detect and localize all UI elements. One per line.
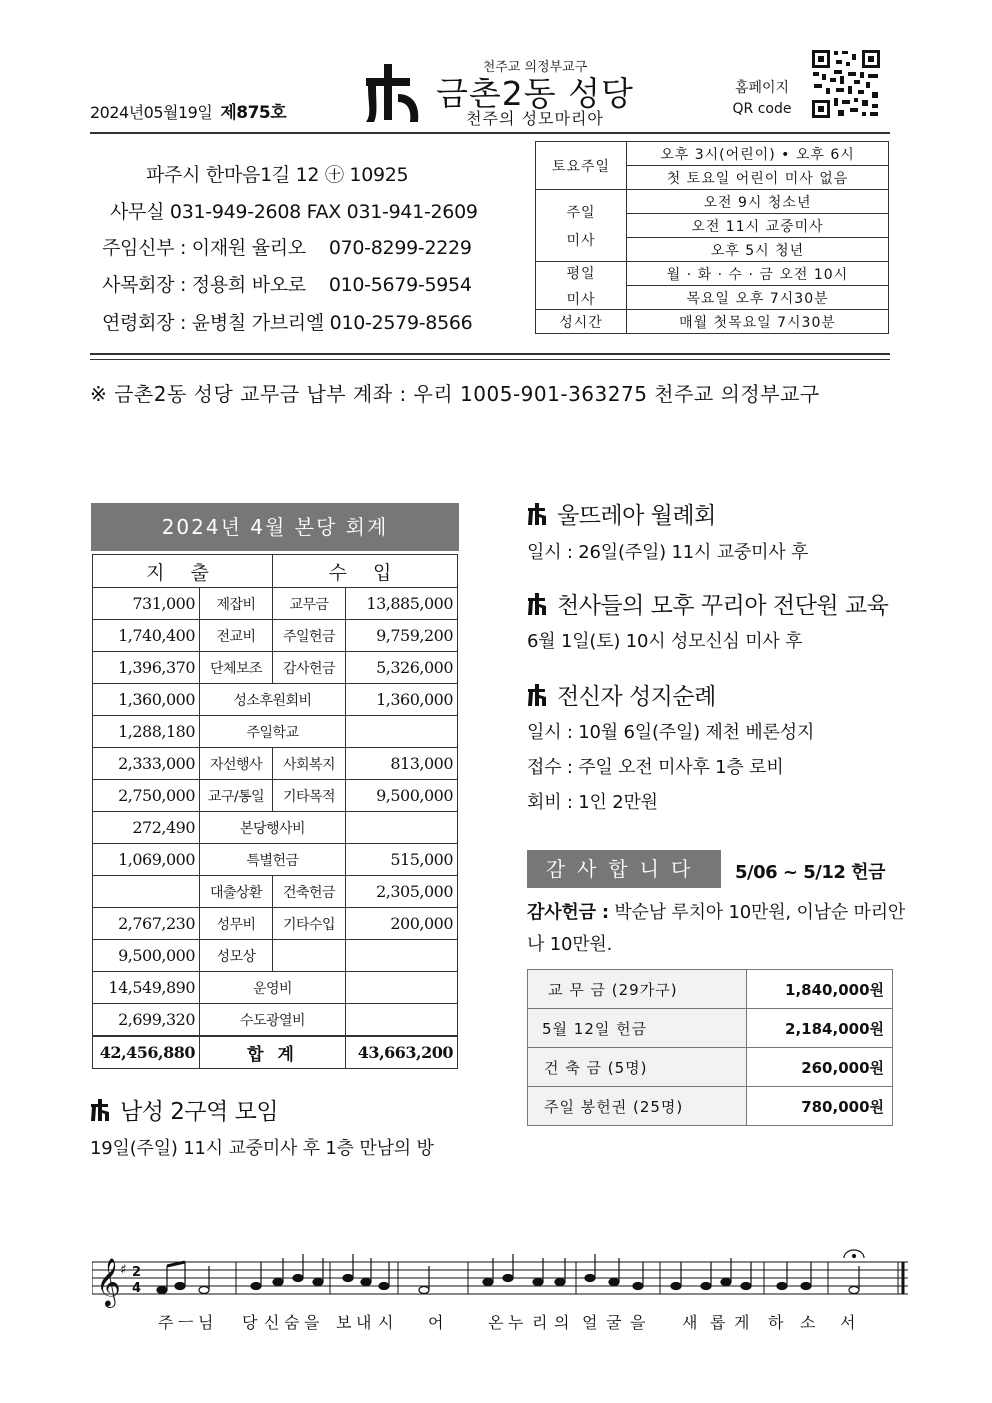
expense-item: 성모상 (200, 940, 273, 972)
patron-name: 천주의 성모마리아 (466, 109, 604, 128)
expense-amount: 1,396,370 (93, 652, 200, 684)
accounting-table (92, 554, 458, 1069)
lyric-syllable: 신 (264, 1313, 282, 1332)
income-amount: 515,000 (346, 844, 458, 876)
income-amount (346, 716, 458, 748)
offering-amount: 780,000원 (747, 1087, 893, 1126)
expense-amount: 1,360,000 (93, 684, 200, 716)
men-meeting-text: 19일(주일) 11시 교중미사 후 1층 만남의 방 (90, 1138, 434, 1159)
expense-amount: 2,750,000 (93, 780, 200, 812)
expense-item: 자선행사 (200, 748, 273, 780)
expense-item: 성소후원회비 (200, 684, 346, 716)
table-row (93, 620, 458, 652)
lyric-syllable: 당 (242, 1313, 260, 1332)
hymn-notes (157, 1250, 864, 1294)
sharp-icon: ♯ (120, 1262, 127, 1278)
income-amount: 2,305,000 (346, 876, 458, 908)
lyric-syllable: 보 (336, 1313, 354, 1332)
offering-amount: 1,840,000원 (747, 970, 893, 1009)
time-signature-bottom: 4 (132, 1281, 142, 1296)
table-row (93, 780, 458, 812)
income-item: 감사헌금 (273, 652, 346, 684)
lyric-syllable: 새 (682, 1313, 700, 1332)
ultreya-title: 울뜨레아 월례회 (557, 503, 716, 529)
income-item: 건축헌금 (273, 876, 346, 908)
expense-item: 제잡비 (200, 588, 273, 620)
lyric-syllable: 얼 (582, 1313, 600, 1332)
offering-label: 주일 봉헌권 (25명) (528, 1087, 747, 1126)
offering-label: 교 무 금 (29가구) (528, 970, 747, 1009)
table-row (93, 812, 458, 844)
time-signature-top: 2 (132, 1265, 142, 1280)
income-amount: 9,500,000 (346, 780, 458, 812)
total-row (93, 1036, 458, 1069)
lyric-syllable: 하 (768, 1313, 786, 1332)
hymn-music-staff (92, 1248, 908, 1316)
total-label: 합 계 (200, 1036, 346, 1069)
qr-code-icon[interactable] (810, 48, 882, 120)
issue-number: 제875호 (220, 103, 287, 123)
expense-item: 수도광열비 (200, 1004, 346, 1037)
table-row (93, 940, 458, 972)
table-row (93, 972, 458, 1004)
expense-amount: 9,500,000 (93, 940, 200, 972)
weekday-label-2: 미사 (566, 291, 596, 308)
thanks-label: 감사합니다 (527, 850, 721, 888)
diocese-name: 천주교 의정부교구 (482, 60, 588, 75)
lyric-syllable: 내 (356, 1313, 374, 1332)
income-item: 주일헌금 (273, 620, 346, 652)
weekday-label-1: 평일 (566, 265, 596, 282)
sunday-label-1: 주일 (566, 204, 596, 221)
expense-item: 성무비 (200, 908, 273, 940)
lyric-syllable: 을 (630, 1313, 648, 1332)
table-row (93, 876, 458, 908)
sunday-time-2: 오전 11시 교중미사 (627, 214, 889, 238)
holy-hour-label: 성시간 (536, 310, 627, 334)
income-amount: 1,360,000 (346, 684, 458, 716)
qr-label (722, 78, 802, 120)
table-row (93, 844, 458, 876)
total-expense: 42,456,880 (93, 1036, 200, 1069)
pilgrimage-heading (527, 678, 716, 711)
pastor-contact: 주임신부 : 이재원 율리오 070-8299-2229 (102, 237, 472, 259)
expense-item: 주일학교 (200, 716, 346, 748)
angels-heading (527, 587, 888, 620)
expense-item: 교구/통일 (200, 780, 273, 812)
saturday-time-2: 첫 토요일 어린이 미사 없음 (627, 166, 889, 190)
expense-amount: 731,000 (93, 588, 200, 620)
income-item (273, 940, 346, 972)
thanks-offerings-text (527, 897, 907, 961)
pilgrimage-fee: 회비 : 1인 2만원 (527, 792, 658, 813)
pastoral-president-contact: 사목회장 : 정용희 바오로 010-5679-5954 (102, 274, 472, 296)
sunday-time-1: 오전 9시 청소년 (627, 190, 889, 214)
contact-divider (90, 353, 890, 360)
income-header: 수 입 (273, 555, 458, 588)
thanks-period: 5/06 ~ 5/12 헌금 (735, 862, 885, 883)
table-row (93, 748, 458, 780)
lyric-syllable: ㅡ (178, 1313, 196, 1332)
income-amount: 200,000 (346, 908, 458, 940)
expense-amount: 1,740,400 (93, 620, 200, 652)
expense-amount: 272,490 (93, 812, 200, 844)
expense-item: 운영비 (200, 972, 346, 1004)
lyric-syllable: 숨 (284, 1313, 302, 1332)
income-amount (346, 1004, 458, 1037)
income-item: 교무금 (273, 588, 346, 620)
mass-schedule-table (535, 141, 889, 334)
income-item: 사회복지 (273, 748, 346, 780)
weekday-time-1: 월 · 화 · 수 · 금 오전 10시 (627, 262, 889, 286)
qr-label-code: QR code (732, 101, 792, 117)
lyric-syllable: 시 (378, 1313, 396, 1332)
table-row (528, 970, 893, 1009)
address: 파주시 한마음1길 12 ㊉ 10925 (146, 164, 409, 186)
lyric-syllable: 굴 (606, 1313, 624, 1332)
thanks-text-label: 감사헌금 : (527, 902, 609, 923)
lyric-syllable: 의 (554, 1313, 572, 1332)
expense-item: 본당행사비 (200, 812, 346, 844)
income-amount: 13,885,000 (346, 588, 458, 620)
income-amount (346, 812, 458, 844)
table-row (93, 652, 458, 684)
lyric-syllable: 누 (508, 1313, 526, 1332)
expense-item: 특별헌금 (200, 844, 346, 876)
cross-icon (527, 503, 547, 525)
table-row (93, 588, 458, 620)
church-logo-icon (362, 64, 424, 124)
income-item: 기타목적 (273, 780, 346, 812)
angels-text: 6월 1일(토) 10시 성모신심 미사 후 (527, 631, 803, 652)
lyric-syllable: 서 (840, 1313, 858, 1332)
offering-label: 5월 12일 헌금 (528, 1009, 747, 1048)
header-divider (90, 132, 890, 134)
qr-label-homepage: 홈페이지 (734, 80, 790, 96)
lyric-syllable: 님 (198, 1313, 216, 1332)
saturday-label: 토요주일 (536, 142, 627, 190)
lyric-syllable: 어 (428, 1313, 446, 1332)
holy-hour-time: 매월 첫목요일 7시30분 (627, 310, 889, 334)
treble-clef-icon: 𝄞 (96, 1257, 121, 1306)
expense-amount: 2,333,000 (93, 748, 200, 780)
weekday-label (536, 262, 627, 310)
thanks-text-names: 박순남 루치아 10만원, 이남순 마리안나 10만원. (527, 902, 906, 955)
income-amount (346, 940, 458, 972)
expense-amount (93, 876, 200, 908)
sunday-time-3: 오후 5시 청년 (627, 238, 889, 262)
accounting-title: 2024년 4월 본당 회계 (91, 503, 459, 551)
lyric-syllable: 게 (734, 1313, 752, 1332)
cross-icon (90, 1099, 110, 1121)
lyric-syllable: 롭 (710, 1313, 728, 1332)
sunday-label-2: 미사 (566, 232, 596, 249)
ultreya-heading (527, 497, 716, 530)
lyric-syllable: 소 (800, 1313, 818, 1332)
income-item: 기타수입 (273, 908, 346, 940)
ultreya-text: 일시 : 26일(주일) 11시 교중미사 후 (527, 542, 809, 563)
men-meeting-heading (90, 1093, 278, 1126)
men-meeting-title: 남성 2구역 모임 (120, 1099, 279, 1125)
income-amount: 9,759,200 (346, 620, 458, 652)
expense-amount: 14,549,890 (93, 972, 200, 1004)
office-phone: 사무실 031-949-2608 FAX 031-941-2609 (110, 201, 478, 223)
expense-amount: 2,767,230 (93, 908, 200, 940)
offering-amount: 2,184,000원 (747, 1009, 893, 1048)
offering-label: 건 축 금 (5명) (528, 1048, 747, 1087)
expense-item: 전교비 (200, 620, 273, 652)
lyric-syllable: 온 (488, 1313, 506, 1332)
pilgrimage-date: 일시 : 10월 6일(주일) 제천 베론성지 (527, 722, 815, 743)
table-row (528, 1048, 893, 1087)
table-row (528, 1009, 893, 1048)
table-row (93, 716, 458, 748)
senior-president-contact: 연령회장 : 윤병칠 가브리엘 010-2579-8566 (102, 312, 473, 334)
income-amount: 813,000 (346, 748, 458, 780)
table-row (93, 1004, 458, 1037)
expense-item: 단체보조 (200, 652, 273, 684)
sunday-label (536, 190, 627, 262)
income-amount (346, 972, 458, 1004)
expense-amount: 1,288,180 (93, 716, 200, 748)
total-income: 43,663,200 (346, 1036, 458, 1069)
issue-date (90, 98, 286, 123)
pilgrimage-registration: 접수 : 주일 오전 미사후 1층 로비 (527, 757, 784, 778)
church-name: 금촌2동 성당 (436, 74, 634, 113)
pilgrimage-title: 전신자 성지순례 (557, 684, 716, 710)
saturday-time-1: 오후 3시(어린이) • 오후 6시 (627, 142, 889, 166)
expense-item: 대출상환 (200, 876, 273, 908)
table-row (528, 1087, 893, 1126)
expense-amount: 1,069,000 (93, 844, 200, 876)
offerings-table (527, 969, 893, 1126)
expense-amount: 2,699,320 (93, 1004, 200, 1037)
account-notice: ※ 금촌2동 성당 교무금 납부 계좌 : 우리 1005-901-363275 천주교 의정부교구 (90, 382, 820, 406)
expense-header: 지 출 (93, 555, 273, 588)
lyric-syllable: 을 (304, 1313, 322, 1332)
lyric-syllable: 주 (158, 1313, 176, 1332)
table-row (93, 908, 458, 940)
weekday-time-2: 목요일 오후 7시30분 (627, 286, 889, 310)
cross-icon (527, 684, 547, 706)
angels-title: 천사들의 모후 꾸리아 전단원 교육 (557, 593, 889, 619)
income-amount: 5,326,000 (346, 652, 458, 684)
offering-amount: 260,000원 (747, 1048, 893, 1087)
cross-icon (527, 593, 547, 615)
date-text: 2024년05월19일 (90, 103, 213, 122)
lyric-syllable: 리 (532, 1313, 550, 1332)
table-row (93, 684, 458, 716)
